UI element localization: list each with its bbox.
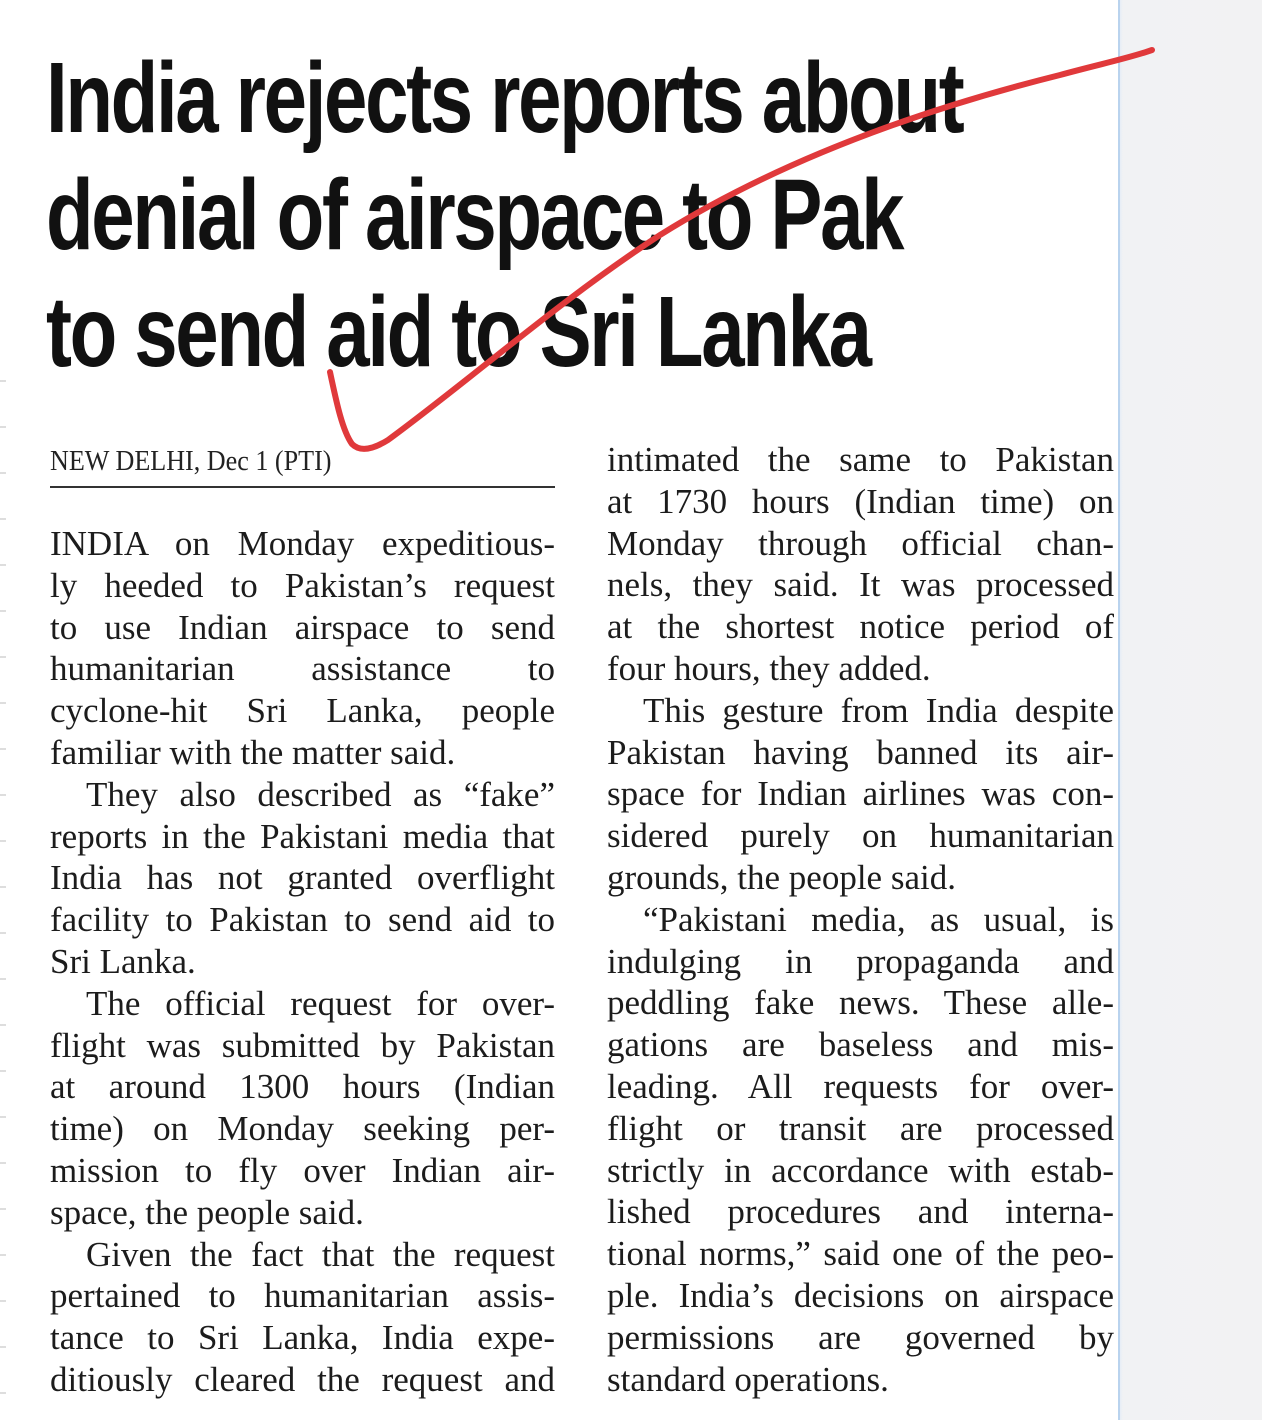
article-text-line: sidered purely on humanitarian	[607, 816, 1114, 856]
article-text-line: at the shortest notice period of	[607, 607, 1114, 647]
article-text-line: permissions are governed by	[607, 1317, 1114, 1357]
article-text-line: ple. India’s decisions on airspace	[607, 1275, 1114, 1315]
article-text-line: space for Indian airlines was con-	[607, 774, 1114, 814]
article-text-line: mission to fly over Indian air-	[50, 1150, 555, 1190]
article-text-line: gations are baseless and mis-	[607, 1025, 1114, 1065]
article-text-line: standard operations.	[607, 1359, 889, 1399]
article-text-line: leading. All requests for over-	[607, 1066, 1114, 1106]
article-text-line: intimated the same to Pakistan	[607, 440, 1114, 479]
article-text-line: facility to Pakistan to send aid to	[50, 900, 555, 940]
article-column-2	[607, 439, 1114, 1400]
article-text-line: The official request for over-	[86, 983, 555, 1023]
adjacent-column-edge	[0, 380, 6, 1420]
article-text-line: Sri Lanka.	[50, 941, 196, 981]
article-text-line: India has not granted overflight	[50, 858, 555, 898]
article-text-line: flight was submitted by Pakistan	[50, 1025, 555, 1065]
article-text-line: ditiously cleared the request and	[50, 1359, 555, 1399]
headline-line: to send aid to Sri Lanka	[46, 276, 870, 388]
article-text-line: humanitarian assistance to	[50, 649, 555, 689]
article-text-line: strictly in accordance with estab-	[607, 1150, 1114, 1190]
headline	[46, 40, 963, 391]
article-text-line: INDIA on Monday expeditious-	[50, 524, 555, 563]
article-text-line: flight or transit are processed	[607, 1108, 1114, 1148]
page-margin	[1118, 0, 1262, 1420]
article-text-line: reports in the Pakistani media that	[50, 816, 555, 856]
article-text-line: grounds, the people said.	[607, 857, 956, 897]
article-text-line: “Pakistani media, as usual, is	[643, 899, 1114, 939]
article-text-line: indulging in propaganda and	[607, 941, 1114, 981]
article-text-line: lished procedures and interna-	[607, 1192, 1114, 1232]
dateline: NEW DELHI, Dec 1 (PTI)	[50, 445, 332, 477]
article-text-line: This gesture from India despite	[643, 690, 1114, 730]
article-text-line: Pakistan having banned its air-	[607, 732, 1114, 772]
article-text-line: familiar with the matter said.	[50, 732, 456, 772]
article-text-line: peddling fake news. These alle-	[607, 983, 1114, 1023]
dateline-rule	[50, 486, 555, 488]
article-text-line: ly heeded to Pakistan’s request	[50, 565, 555, 605]
article-text-line: tional norms,” said one of the peo-	[607, 1234, 1114, 1274]
article-text-line: space, the people said.	[50, 1192, 364, 1232]
article-text-line: Monday through official chan-	[607, 523, 1114, 563]
article-text-line: pertained to humanitarian assis-	[50, 1276, 555, 1316]
article-text-line: nels, they said. It was processed	[607, 565, 1114, 605]
article-text-line: at around 1300 hours (Indian	[50, 1067, 555, 1107]
article-text-line: to use Indian airspace to send	[50, 607, 555, 647]
article-text-line: four hours, they added.	[607, 648, 931, 688]
article-column-1	[50, 523, 555, 1401]
headline-line: India rejects reports about	[46, 42, 963, 154]
headline-line: denial of airspace to Pak	[46, 159, 903, 271]
article-text-line: They also described as “fake”	[86, 774, 555, 814]
article-text-line: at 1730 hours (Indian time) on	[607, 481, 1114, 521]
article-text-line: Given the fact that the request	[86, 1234, 555, 1274]
article-text-line: tance to Sri Lanka, India expe-	[50, 1318, 555, 1358]
article-text-line: time) on Monday seeking per-	[50, 1109, 555, 1149]
article-text-line: cyclone-hit Sri Lanka, people	[50, 691, 555, 731]
